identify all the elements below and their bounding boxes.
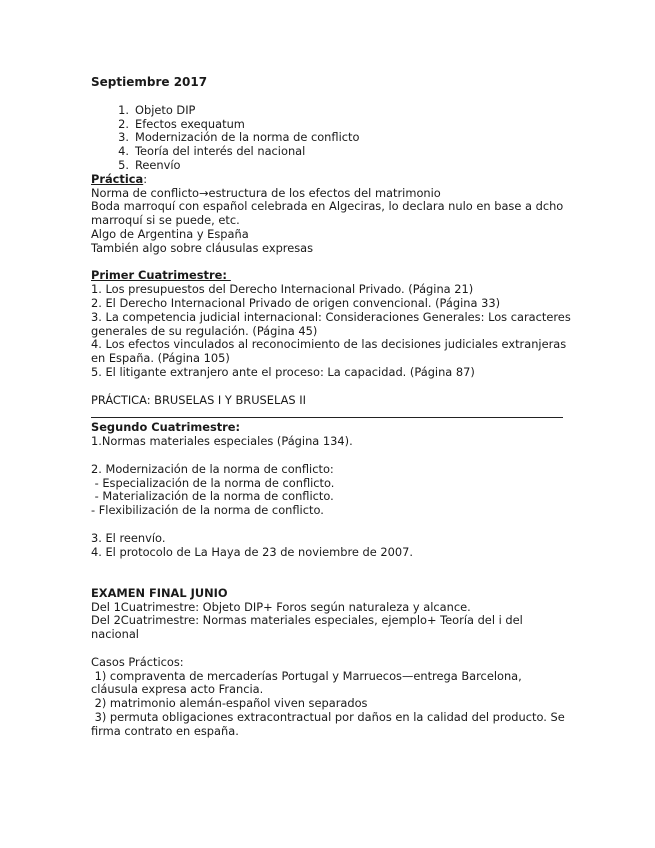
practica-section: Práctica: Norma de conflicto→estructura de los efectos del matrimonio Boda marroquí con español celebrada en Algeciras, lo declara nulo en base a dcho marroquí si se puede, etc. Algo de Argentina y España También algo sobre cláusulas expresas: [91, 173, 571, 256]
examen-line: Del 2Cuatrimestre: Normas materiales especiales, ejemplo+ Teoría del i del nacional: [91, 613, 527, 642]
caso-item: 3) permuta obligaciones extracontractual por daños en la calidad del producto. Se firma contrato en españa.: [91, 710, 569, 738]
segundo-cuatrimestre-heading: Segundo Cuatrimestre:: [91, 420, 241, 435]
segundo-subitem: - Materialización de la norma de conflicto.: [91, 489, 334, 504]
topic-item: 5. Reenvío: [118, 157, 181, 172]
segundo-item: 1.Normas materiales especiales (Página 134).: [91, 434, 353, 449]
primer-cuatrimestre-section: [91, 268, 575, 407]
practica-line: También algo sobre cláusulas expresas: [91, 240, 314, 255]
segundo-cuatrimestre-section: [91, 421, 571, 559]
examen-heading: EXAMEN FINAL JUNIO: [91, 585, 228, 600]
primer-item: 4. Los efectos vinculados al reconocimiento de las decisiones judiciales extranjeras en España. (Página 105): [91, 337, 570, 366]
section-divider: [91, 417, 563, 418]
primer-practica: PRÁCTICA: BRUSELAS I Y BRUSELAS II: [91, 392, 306, 407]
primer-item: 2. El Derecho Internacional Privado de origen convencional. (Página 33): [91, 295, 501, 310]
caso-item: 2) matrimonio alemán-español viven separados: [91, 696, 368, 711]
segundo-item: 3. El reenvío.: [91, 530, 166, 545]
primer-item: 5. El litigante extranjero ante el proceso: La capacidad. (Página 87): [91, 364, 475, 379]
primer-item: 3. La competencia judicial internacional: Consideraciones Generales: Los caracteres generales de su regulación. (Página 45): [91, 309, 575, 338]
topics-list: [91, 104, 571, 173]
document-page: [91, 75, 575, 739]
practica-line: Norma de conflicto→estructura de los efectos del matrimonio: [91, 185, 441, 200]
casos-heading: Casos Prácticos:: [91, 654, 184, 669]
primer-item: 1. Los presupuestos del Derecho Internacional Privado. (Página 21): [91, 282, 474, 297]
segundo-item: 2. Modernización de la norma de conflicto:: [91, 461, 334, 476]
segundo-subitem: - Especialización de la norma de conflicto.: [91, 475, 335, 490]
practica-line: Algo de Argentina y España: [91, 226, 249, 241]
caso-item: 1) compraventa de mercaderías Portugal y Marruecos—entrega Barcelona, cláusula expresa acto Francia.: [91, 668, 526, 697]
topic-item: 1. Objeto DIP: [118, 102, 196, 117]
topic-item: 4. Teoría del interés del nacional: [118, 144, 306, 159]
segundo-item: 4. El protocolo de La Haya de 23 de noviembre de 2007.: [91, 544, 414, 559]
examen-line: Del 1Cuatrimestre: Objeto DIP+ Foros según naturaleza y alcance.: [91, 599, 471, 614]
document-title: Septiembre 2017: [91, 75, 208, 89]
segundo-subitem: - Flexibilización de la norma de conflicto.: [91, 503, 324, 518]
primer-cuatrimestre-heading: Primer Cuatrimestre:: [91, 268, 231, 283]
practica-heading: Práctica: [91, 171, 144, 186]
topic-item: 3. Modernización de la norma de conflicto: [118, 130, 360, 145]
examen-section: [91, 587, 571, 739]
practica-line: Boda marroquí con español celebrada en Algeciras, lo declara nulo en base a dcho marroquí si se puede, etc.: [91, 199, 567, 228]
topic-item: 2. Efectos exequatum: [118, 116, 245, 131]
